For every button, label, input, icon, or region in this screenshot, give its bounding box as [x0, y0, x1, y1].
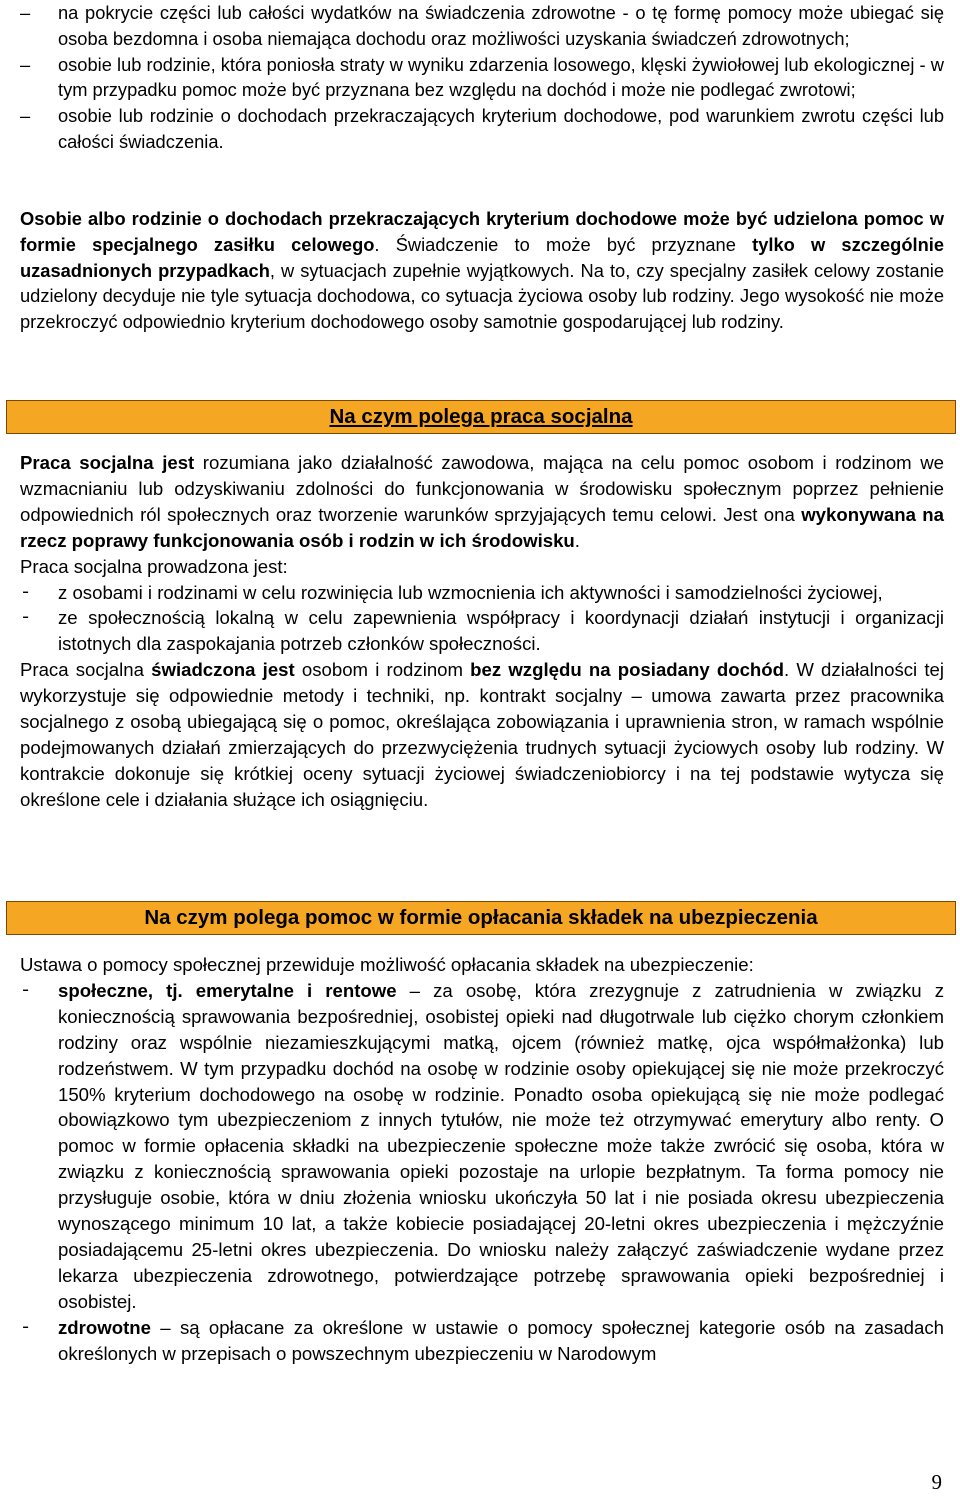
dash-marker: -	[20, 581, 32, 603]
section-heading-insurance-contributions	[6, 901, 956, 935]
bold-text: społeczne, tj. emerytalne i rentowe	[58, 979, 397, 1001]
bold-text: tylko w szczególnie uzasadnionych przypadkach	[20, 233, 945, 281]
list-item	[20, 103, 944, 155]
bold-text: zdrowotne	[58, 1316, 151, 1338]
list-item-text: ze społecznością lokalną w celu zapewnienia współpracy i koordynacji działań instytucji i organizacji istotnych dla zaspokajania potrzeb członków społeczności.	[58, 607, 944, 655]
list-item	[20, 580, 944, 606]
dash-marker: -	[20, 1316, 32, 1338]
section-heading-text: Na czym polega pomoc w formie opłacania składek na ubezpieczenia	[144, 906, 818, 929]
paragraph-text: . Świadczenie to może być przyznane	[374, 233, 753, 255]
paragraph	[20, 657, 944, 812]
list-item-text: osobie lub rodzinie o dochodach przekraczających kryterium dochodowe, pod warunkiem zwrotu części lub całości świadczenia.	[58, 105, 944, 152]
paragraph: Ustawa o pomocy społecznej przewiduje możliwość opłacania składek na ubezpieczenie:	[20, 954, 754, 975]
list-item-text: – za osobę, która zrezygnuje z zatrudnienia w związku z koniecznością sprawowania bezpośredniej, osobistej opieki nad długotrwale lub ciężko chorym członkiem rodziny oraz wspólnie niezamieszkującymi matką, ojcem (również matkę, ojca współmałżonka) lub rodzeństwem. W tym przypadku dochód na osobę w rodzinie osoby opiekującej się nie może przekroczyć 150% kryterium dochodowego na osobę w rodzinie. Ponadto osoba opiekującą się nie może podlegać obowiązkowo tym ubezpieczeniom z innych tytułów, nie może też otrzymywać emerytury albo renty. O pomoc w formie opłacenia składki na ubezpieczenie społeczne może także zwrócić się osoba, która w związku z koniecznością sprawowania opieki pozostaje na urlopie bezpłatnym. Ta forma pomocy nie przysługuje osobie, która w dniu złożenia wniosku ukończyła 50 lat i nie posiada okresu ubezpieczenia wynoszącego minimum 10 lat, a także kobiecie posiadającej 20-letni okres ubezpieczenia i mężczyźnie posiadającemu 25-letni okres ubezpieczenia. Do wniosku należy załączyć zaświadczenie wydane przez lekarza ubezpieczenia zdrowotnego, potwierdzające potrzebę sprawowania opieki bezpośredniej i osobistej.	[58, 979, 944, 1312]
page-number: 9	[931, 1470, 942, 1494]
paragraph-text: osobom i rodzinom	[294, 659, 471, 681]
bold-text: Praca socjalna jest	[20, 452, 195, 473]
paragraph	[20, 450, 944, 554]
bold-text: Osobie albo rodzinie o dochodach przekraczających kryterium dochodowe może być udzielona pomoc w formie specjalnego zasiłku celowego	[20, 208, 944, 255]
bold-text: bez względu na posiadany dochód	[470, 659, 784, 681]
special-allowance-paragraph	[20, 206, 944, 335]
dash-marker: –	[20, 105, 31, 127]
paragraph-text: . W działalności tej wykorzystuje się odpowiednie metody i techniki, np. kontrakt socjalny – umowa zawarta przez pracownika socjalnego z osobą ubiegającą się o pomoc, określająca zobowiązania i uprawnienia stron, w ramach wspólnie podejmowanych działań zmierzających do przezwyciężenia trudnych sytuacji życiowych osoby lub rodziny. W kontrakcie dokonuje się krótkiej oceny sytuacji życiowej świadczeniobiorcy i na tej podstawie wytycza się określone cele i działania służące ich osiągnięciu.	[20, 659, 944, 810]
dash-marker: -	[20, 979, 32, 1001]
intro-list	[20, 0, 944, 155]
dash-marker: –	[20, 53, 31, 75]
list-item	[20, 52, 944, 104]
social-work-section	[20, 450, 944, 813]
paragraph-text: .	[574, 529, 580, 551]
list-item-text: na pokrycie części lub całości wydatków na świadczenia zdrowotne - o tę formę pomocy może ubiegać się osoba bezdomna i osoba niemająca dochodu oraz możliwości uzyskania świadczeń zdrowotnych;	[58, 2, 944, 49]
insurance-section	[20, 952, 944, 1367]
paragraph: Praca socjalna prowadzona jest:	[20, 555, 288, 577]
list-item	[20, 1315, 944, 1367]
section-heading-social-work	[6, 400, 956, 434]
bold-text: świadczona jest	[151, 659, 295, 681]
list-item	[20, 978, 944, 1315]
list-item-text: – są opłacane za określone w ustawie o pomocy społecznej kategorie osób na zasadach określonych w przepisach o powszechnym ubezpieczeniu w Narodowym	[58, 1316, 944, 1364]
list-item	[20, 0, 944, 52]
dash-marker: -	[20, 607, 32, 629]
list-item-text: osobie lub rodzinie, która poniosła straty w wyniku zdarzenia losowego, klęski żywiołowej lub ekologicznej - w tym przypadku pomoc może być przyznana bez względu na dochód i może nie podlegać zwrotowi;	[58, 53, 944, 101]
paragraph-text: Praca socjalna	[20, 659, 152, 681]
dash-marker: –	[20, 2, 31, 23]
paragraph-text: , w sytuacjach zupełnie wyjątkowych. Na to, czy specjalny zasiłek celowy zostanie udzielony decyduje nie tyle sytuacja dochodowa, co sytuacja życiowa osoby lub rodziny. Jego wysokość nie może przekroczyć odpowiednio kryterium dochodowego osoby samotnie gospodarującej lub rodziny.	[20, 259, 944, 333]
paragraph-text: rozumiana jako działalność zawodowa, mająca na celu pomoc osobom i rodzinom we wzmacnianiu lub odzyskiwaniu zdolności do funkcjonowania w środowisku społecznym poprzez pełnienie odpowiednich ról społecznych oraz tworzenie warunków sprzyjających temu celowi. Jest ona	[20, 452, 944, 525]
section-heading-text: Na czym polega praca socjalna	[329, 405, 633, 428]
list-item	[20, 605, 944, 657]
bold-text: wykonywana na rzecz poprawy funkcjonowania osób i rodzin w ich środowisku	[20, 503, 944, 551]
list-item-text: z osobami i rodzinami w celu rozwinięcia lub wzmocnienia ich aktywności i samodzielności życiowej,	[58, 581, 883, 603]
